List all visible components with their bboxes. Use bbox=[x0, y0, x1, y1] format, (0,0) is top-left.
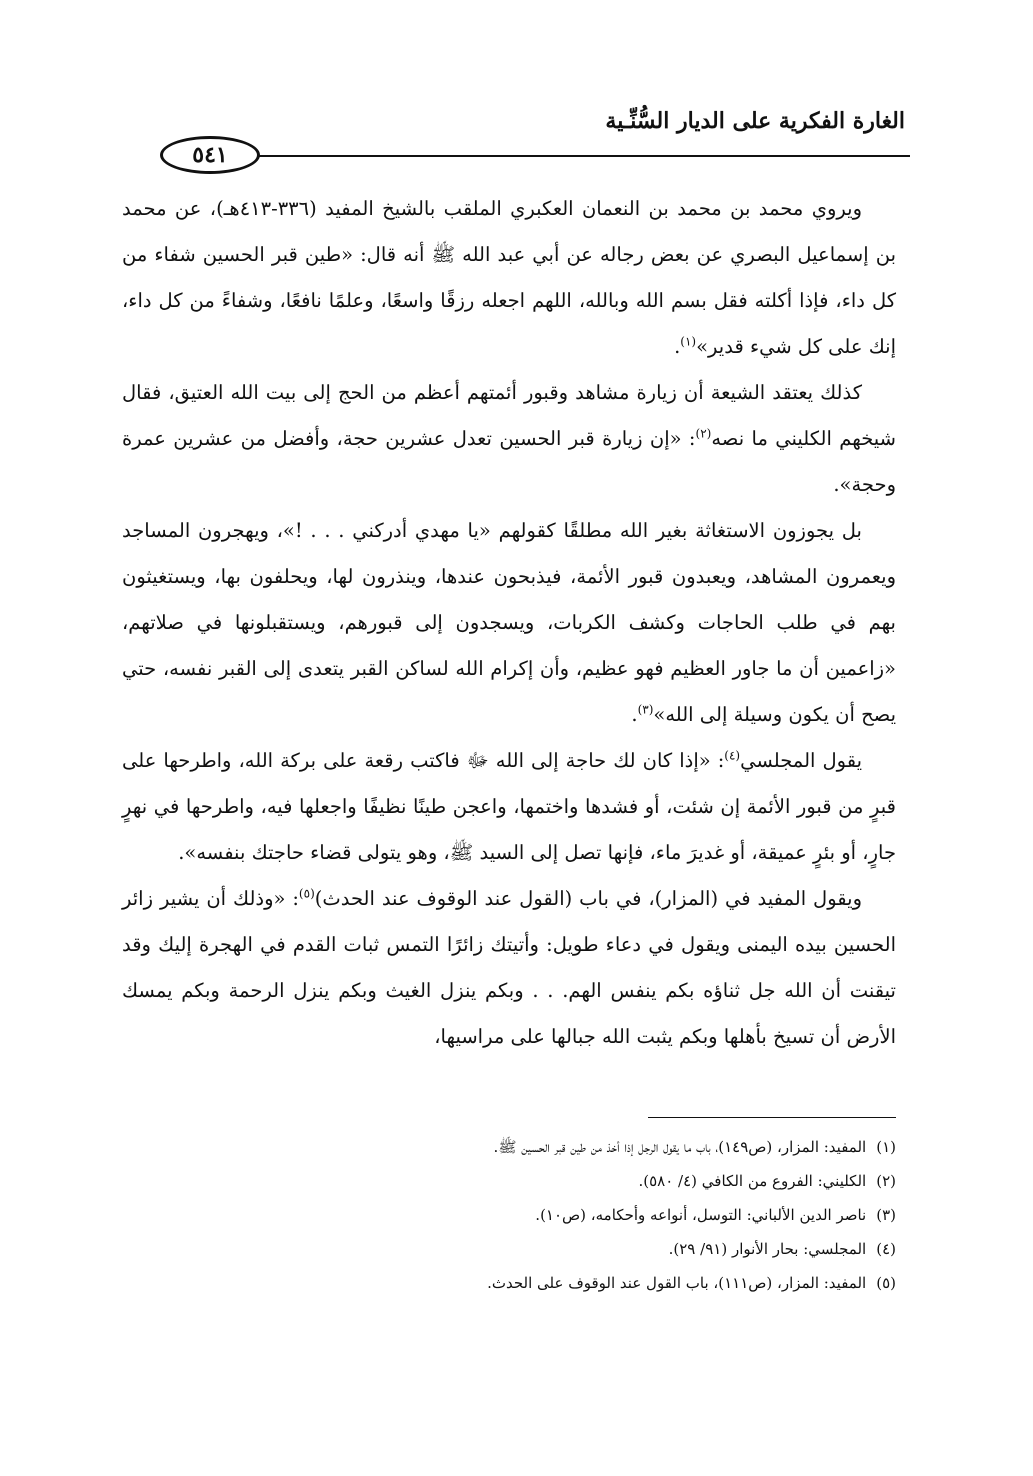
paragraph-text: يقول المجلسي bbox=[740, 749, 863, 772]
footnote-number: (٤) bbox=[876, 1240, 896, 1258]
footnotes bbox=[136, 1130, 896, 1300]
footnote-item bbox=[136, 1232, 896, 1266]
footnote-item bbox=[136, 1164, 896, 1198]
footnote-number: (٣) bbox=[876, 1206, 896, 1224]
paragraph bbox=[122, 508, 896, 738]
footnote-text: المفيد: المزار، (ص١٤٩)، باب ما يقول الرجل إذا أخذ من طين قبر الحسين ﷺ. bbox=[493, 1138, 867, 1156]
footnote-text: ناصر الدين الألباني: التوسل، أنواعه وأحكامه، (ص١٠). bbox=[535, 1206, 867, 1224]
footnote-item bbox=[136, 1198, 896, 1232]
running-header-title: الغارة الفكرية على الديار السُّنِّـية bbox=[605, 108, 905, 134]
paragraph bbox=[122, 738, 896, 876]
paragraph-tail: . bbox=[674, 335, 681, 358]
footnote-text: المجلسي: بحار الأنوار (٩١/ ٢٩). bbox=[668, 1240, 867, 1258]
footnote-ref[interactable]: (٤) bbox=[724, 748, 741, 763]
page-number-badge: ٥٤١ bbox=[160, 136, 260, 174]
footnote-text: المفيد: المزار، (ص١١١)، باب القول عند الوقوف على الحدث. bbox=[487, 1274, 867, 1292]
footnote-number: (٥) bbox=[876, 1274, 896, 1292]
paragraph-tail: . bbox=[631, 703, 638, 726]
main-text bbox=[122, 186, 896, 1060]
paragraph-text: ويقول المفيد في (المزار)، في باب (القول عند الوقوف عند الحدث) bbox=[314, 887, 862, 910]
paragraph bbox=[122, 186, 896, 370]
paragraph bbox=[122, 370, 896, 508]
paragraph-text: بل يجوزون الاستغاثة بغير الله مطلقًا كقولهم «يا مهدي أدركني . . . !»، ويهجرون المساجد ويعمرون المشاهد، ويعبدون قبور الأئمة، فيذبحون عندها، وينذرون لها، ويحلفون بها، ويستغيثون بهم في طلب الحاجات وكشف الكربات، ويسجدون إلى قبورهم، ويستقبلونها في صلاتهم، «زاعمين أن ما جاور العظيم فهو عظيم، وأن إكرام الله لساكن القبر يتعدى إلى القبر نفسه، حتي يصح أن يكون وسيلة إلى الله» bbox=[122, 519, 896, 726]
paragraph-text: ويروي محمد بن محمد بن النعمان العكبري الملقب بالشيخ المفيد (٣٣٦-٤١٣هـ)، عن محمد بن إسماعيل البصري عن بعض رجاله عن أبي عبد الله ﷺ أنه قال: «طين قبر الحسين شفاء من كل داء، فإذا أكلته فقل بسم الله وبالله، اللهم اجعله رزقًا واسعًا، وعلمًا نافعًا، وشفاءً من كل داء، إنك على كل شيء قدير» bbox=[122, 197, 896, 358]
footnote-separator bbox=[648, 1117, 896, 1118]
footnote-text: الكليني: الفروع من الكافي (٤/ ٥٨٠). bbox=[638, 1172, 867, 1190]
footnote-ref[interactable]: (٣) bbox=[637, 702, 654, 717]
footnote-number: (١) bbox=[876, 1138, 896, 1156]
footnote-item bbox=[136, 1266, 896, 1300]
footnote-ref[interactable]: (١) bbox=[680, 334, 697, 349]
footnote-ref[interactable]: (٥) bbox=[298, 886, 315, 901]
paragraph-tail: : «وذلك أن يشير زائر الحسين بيده اليمنى ويقول في دعاء طويل: وأتيتك زائرًا التمس ثبات القدم في الهجرة إليك وقد تيقنت أن الله جل ثناؤه بكم ينفس الهم. . . وبكم ينزل الغيث وبكم ينزل الرحمة وبكم يمسك الأرض أن تسيخ بأهلها وبكم يثبت الله جبالها على مراسيها، bbox=[122, 887, 896, 1048]
header-rule bbox=[258, 155, 910, 157]
footnote-number: (٢) bbox=[876, 1172, 896, 1190]
paragraph bbox=[122, 876, 896, 1060]
footnote-ref[interactable]: (٢) bbox=[695, 426, 712, 441]
paragraph-tail: : «إن زيارة قبر الحسين تعدل عشرين حجة، وأفضل من عشرين عمرة وحجة». bbox=[122, 427, 896, 496]
paragraph-text: كذلك يعتقد الشيعة أن زيارة مشاهد وقبور أئمتهم أعظم من الحج إلى بيت الله العتيق، فقال شيخهم الكليني ما نصه bbox=[122, 381, 897, 450]
footnote-item bbox=[136, 1130, 896, 1164]
paragraph-tail: : «إذا كان لك حاجة إلى الله ﷻ فاكتب رقعة على بركة الله، واطرحها على قبرٍ من قبور الأئمة إن شئت، أو فشدها واختمها، واعجن طينًا نظيفًا واجعلها فيه، واطرحها في نهرٍ جارٍ، أو بئرٍ عميقة، أو غديرَ ماء، فإنها تصل إلى السيد ﷺ، وهو يتولى قضاء حاجتك بنفسه». bbox=[122, 749, 896, 864]
